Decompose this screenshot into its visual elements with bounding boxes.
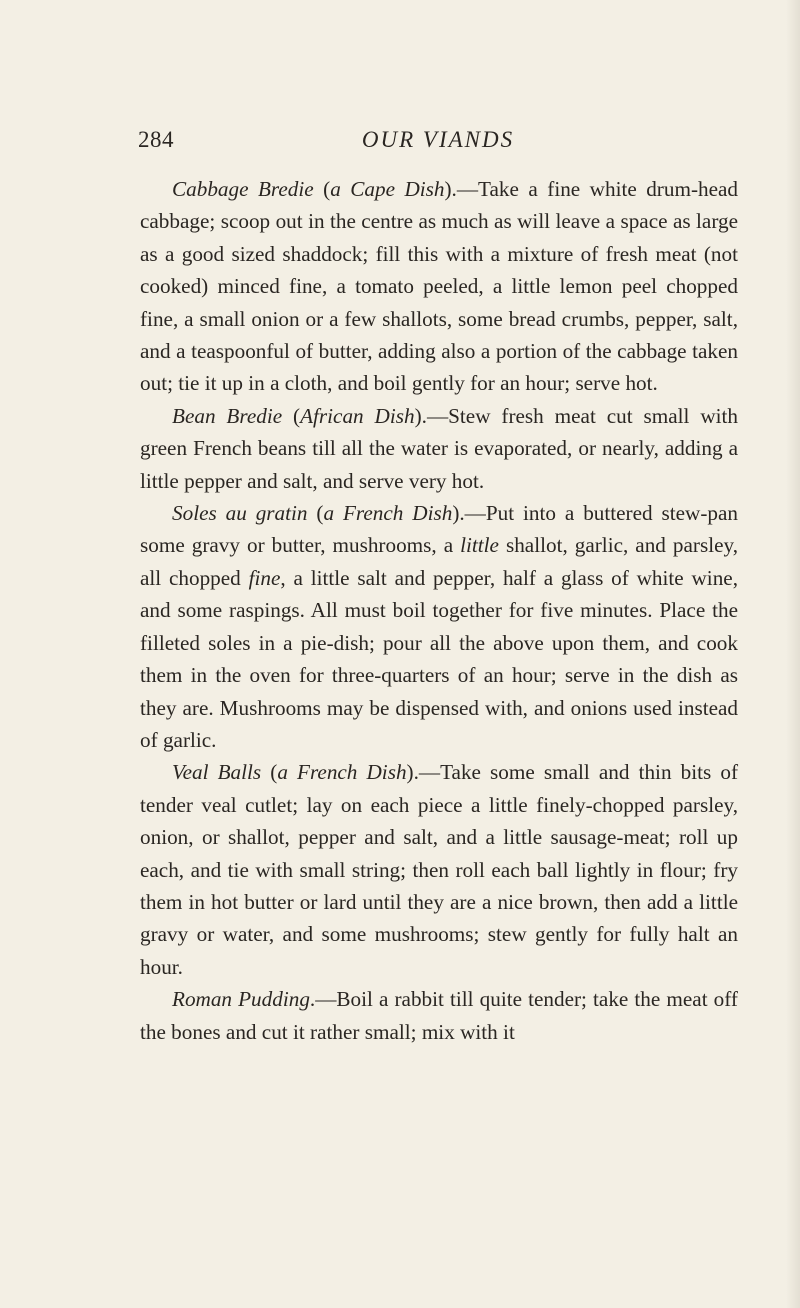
recipe-title: Veal Balls [172, 760, 262, 785]
recipe-origin-close: ). [406, 760, 419, 785]
recipe-body: —Take a fine white drum-head cabbage; scoop out in the centre as much as will leave a space as large as a good sized shaddock; fill this with a mixture of fresh meat (not cooked) minced fine, a tomato peeled, a little lemon peel chopped fine, a small onion or a few shallots, some bread crumbs, pepper, salt, and a teaspoonful of butter, adding also a portion of the cabbage taken out; tie it up in a cloth, and boil gently for an hour; serve hot. [140, 177, 738, 396]
recipe-origin-open: ( [282, 403, 301, 428]
recipe-title: Soles au gratin [172, 501, 308, 526]
page-edge-shadow [786, 0, 800, 1308]
recipe-body: —Take some small and thin bits of tender veal cutlet; lay on each piece a little finely-chopped parsley, onion, or shallot, pepper and salt, and a little sausage-meat; roll up each, and tie with small string; then roll each ball lightly in flour; fry them in hot butter or lard until they are a nice brown, then add a little gravy or water, and some mushrooms; stew gently for fully halt an hour. [140, 760, 739, 979]
recipe-cabbage-bredie [140, 173, 738, 400]
recipe-origin-open: ( [261, 760, 278, 785]
recipe-body: —Stew fresh meat cut small with green French beans till all the water is evaporated, or nearly, adding a little pepper and salt, and serve very hot. [140, 403, 738, 493]
recipe-body: , a little salt and pepper, half a glass of white wine, and some raspings. All must boil together for five minutes. Place the filleted soles in a pie-dish; pour all the above upon them, and cook them in the oven for three-quarters of an hour; serve in the dish as they are. Mushrooms may be dispensed with, and onions used instead of garlic. [140, 565, 738, 752]
recipe-origin-close: ). [452, 501, 465, 526]
recipe-title-close: . [309, 987, 316, 1012]
body-text [140, 173, 738, 1048]
recipe-title: Roman Pudding [172, 987, 310, 1012]
recipe-origin-open: ( [307, 501, 324, 526]
recipe-origin: a French Dish [323, 501, 453, 526]
recipe-origin: a French Dish [277, 760, 407, 785]
recipe-title: Cabbage Bredie [172, 177, 314, 201]
page-number: 284 [138, 127, 174, 152]
recipe-body-emphasis: fine [248, 565, 281, 590]
recipe-origin: a Cape Dish [330, 177, 445, 201]
recipe-origin-open: ( [313, 177, 331, 201]
recipe-veal-balls [140, 756, 738, 983]
recipe-body-emphasis: little [460, 533, 499, 558]
recipe-roman-pudding [140, 983, 738, 1048]
recipe-body: —Boil a rabbit till quite tender; take the meat off the bones and cut it rather small; mix with it [140, 987, 738, 1044]
recipe-title: Bean Bredie [172, 403, 283, 428]
running-title: OUR VIANDS [361, 127, 515, 152]
recipe-body: shallot, garlic, and parsley, all chopped [140, 533, 738, 590]
recipe-origin-close: ). [444, 177, 457, 201]
recipe-origin: African Dish [300, 403, 415, 428]
recipe-soles-au-gratin [140, 497, 738, 756]
recipe-origin-close: ). [414, 403, 427, 428]
page-header [138, 127, 738, 159]
recipe-bean-bredie [140, 400, 738, 497]
recipe-body: —Put into a buttered stew-pan some gravy or butter, mushrooms, a [140, 501, 738, 558]
